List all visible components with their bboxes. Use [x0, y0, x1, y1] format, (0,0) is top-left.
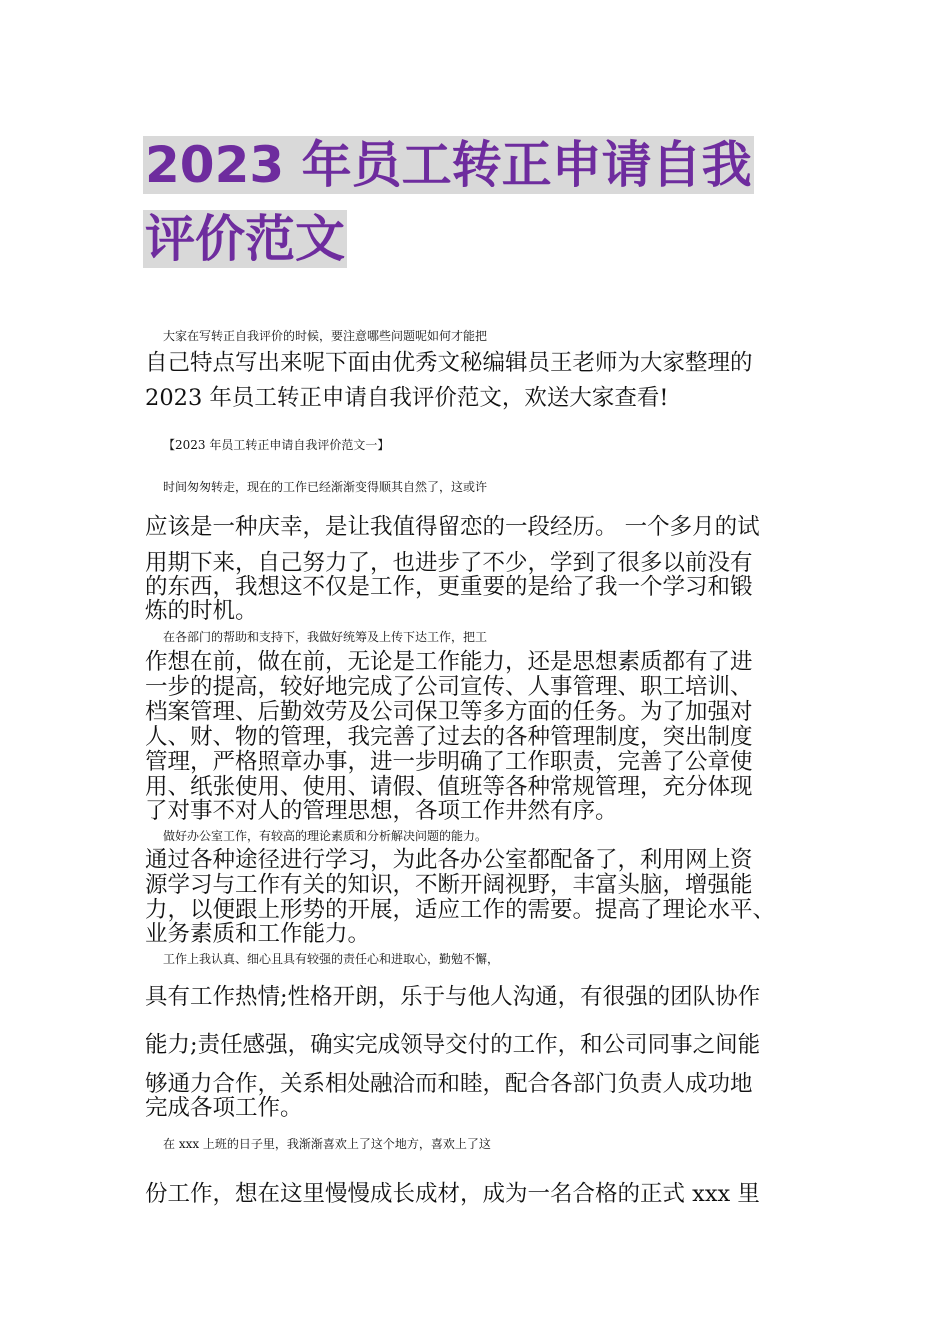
body-line: 大家在写转正自我评价的时候，要注意哪些问题呢如何才能把 [163, 329, 488, 343]
body-line: 够通力合作，关系相处融洽而和睦，配合各部门负责人成功地 [145, 1071, 753, 1097]
body-line: 2023 年员工转正申请自我评价范文，欢送大家查看! [145, 385, 669, 411]
body-line: 力，以便跟上形势的开展，适应工作的需要。提高了理论水平、 [145, 897, 776, 923]
body-line: 一步的提高，较好地完成了公司宣传、人事管理、职工培训、 [145, 674, 753, 700]
body-line: 人、财、物的管理，我完善了过去的各种管理制度，突出制度 [145, 724, 753, 750]
body-line: 源学习与工作有关的知识，不断开阔视野，丰富头脑，增强能 [145, 872, 753, 898]
body-line: 自己特点写出来呢下面由优秀文秘编辑员王老师为大家整理的 [145, 350, 753, 376]
body-line: 时间匆匆转走，现在的工作已经渐渐变得顺其自然了，这或许 [163, 480, 488, 494]
body-line: 用期下来，自己努力了，也进步了不少，学到了很多以前没有 [145, 550, 753, 576]
body-line: 在 xxx 上班的日子里，我渐渐喜欢上了这个地方，喜欢上了这 [163, 1137, 491, 1151]
body-line: 具有工作热情;性格开朗，乐于与他人沟通，有很强的团队协作 [145, 984, 761, 1010]
body-line: 完成各项工作。 [145, 1095, 303, 1121]
body-line: 应该是一种庆幸，是让我值得留恋的一段经历。 一个多月的试 [145, 514, 760, 540]
body-line: 工作上我认真、细心且具有较强的责任心和进取心，勤勉不懈， [163, 952, 500, 966]
body-line: 做好办公室工作，有较高的理论素质和分析解决问题的能力。 [163, 829, 488, 843]
body-line: 用、纸张使用、使用、请假、值班等各种常规管理，充分体现 [145, 774, 753, 800]
body-line: 了对事不对人的管理思想，各项工作井然有序。 [145, 798, 618, 824]
body-line: 管理，严格照章办事，进一步明确了工作职责，完善了公章使 [145, 749, 753, 775]
body-line: 通过各种途径进行学习，为此各办公室都配备了，利用网上资 [145, 847, 753, 873]
document-title [143, 128, 823, 276]
title-line-2: 评价范文 [145, 210, 345, 268]
body-line: 业务素质和工作能力。 [145, 921, 371, 947]
body-line: 【2023 年员工转正申请自我评价范文一】 [163, 438, 390, 452]
body-line: 的东西，我想这不仅是工作，更重要的是给了我一个学习和锻 [145, 574, 753, 600]
body-line: 份工作，想在这里慢慢成长成材，成为一名合格的正式 xxx 里 [145, 1181, 760, 1207]
body-line: 档案管理、后勤效劳及公司保卫等多方面的任务。为了加强对 [145, 699, 753, 725]
title-line-1: 2023 年员工转正申请自我 [145, 136, 752, 194]
body-line: 在各部门的帮助和支持下，我做好统筹及上传下达工作，把工 [163, 630, 488, 644]
body-line: 炼的时机。 [145, 598, 258, 624]
body-line: 能力;责任感强，确实完成领导交付的工作，和公司同事之间能 [145, 1032, 761, 1058]
body-line: 作想在前，做在前，无论是工作能力，还是思想素质都有了进 [145, 649, 753, 675]
